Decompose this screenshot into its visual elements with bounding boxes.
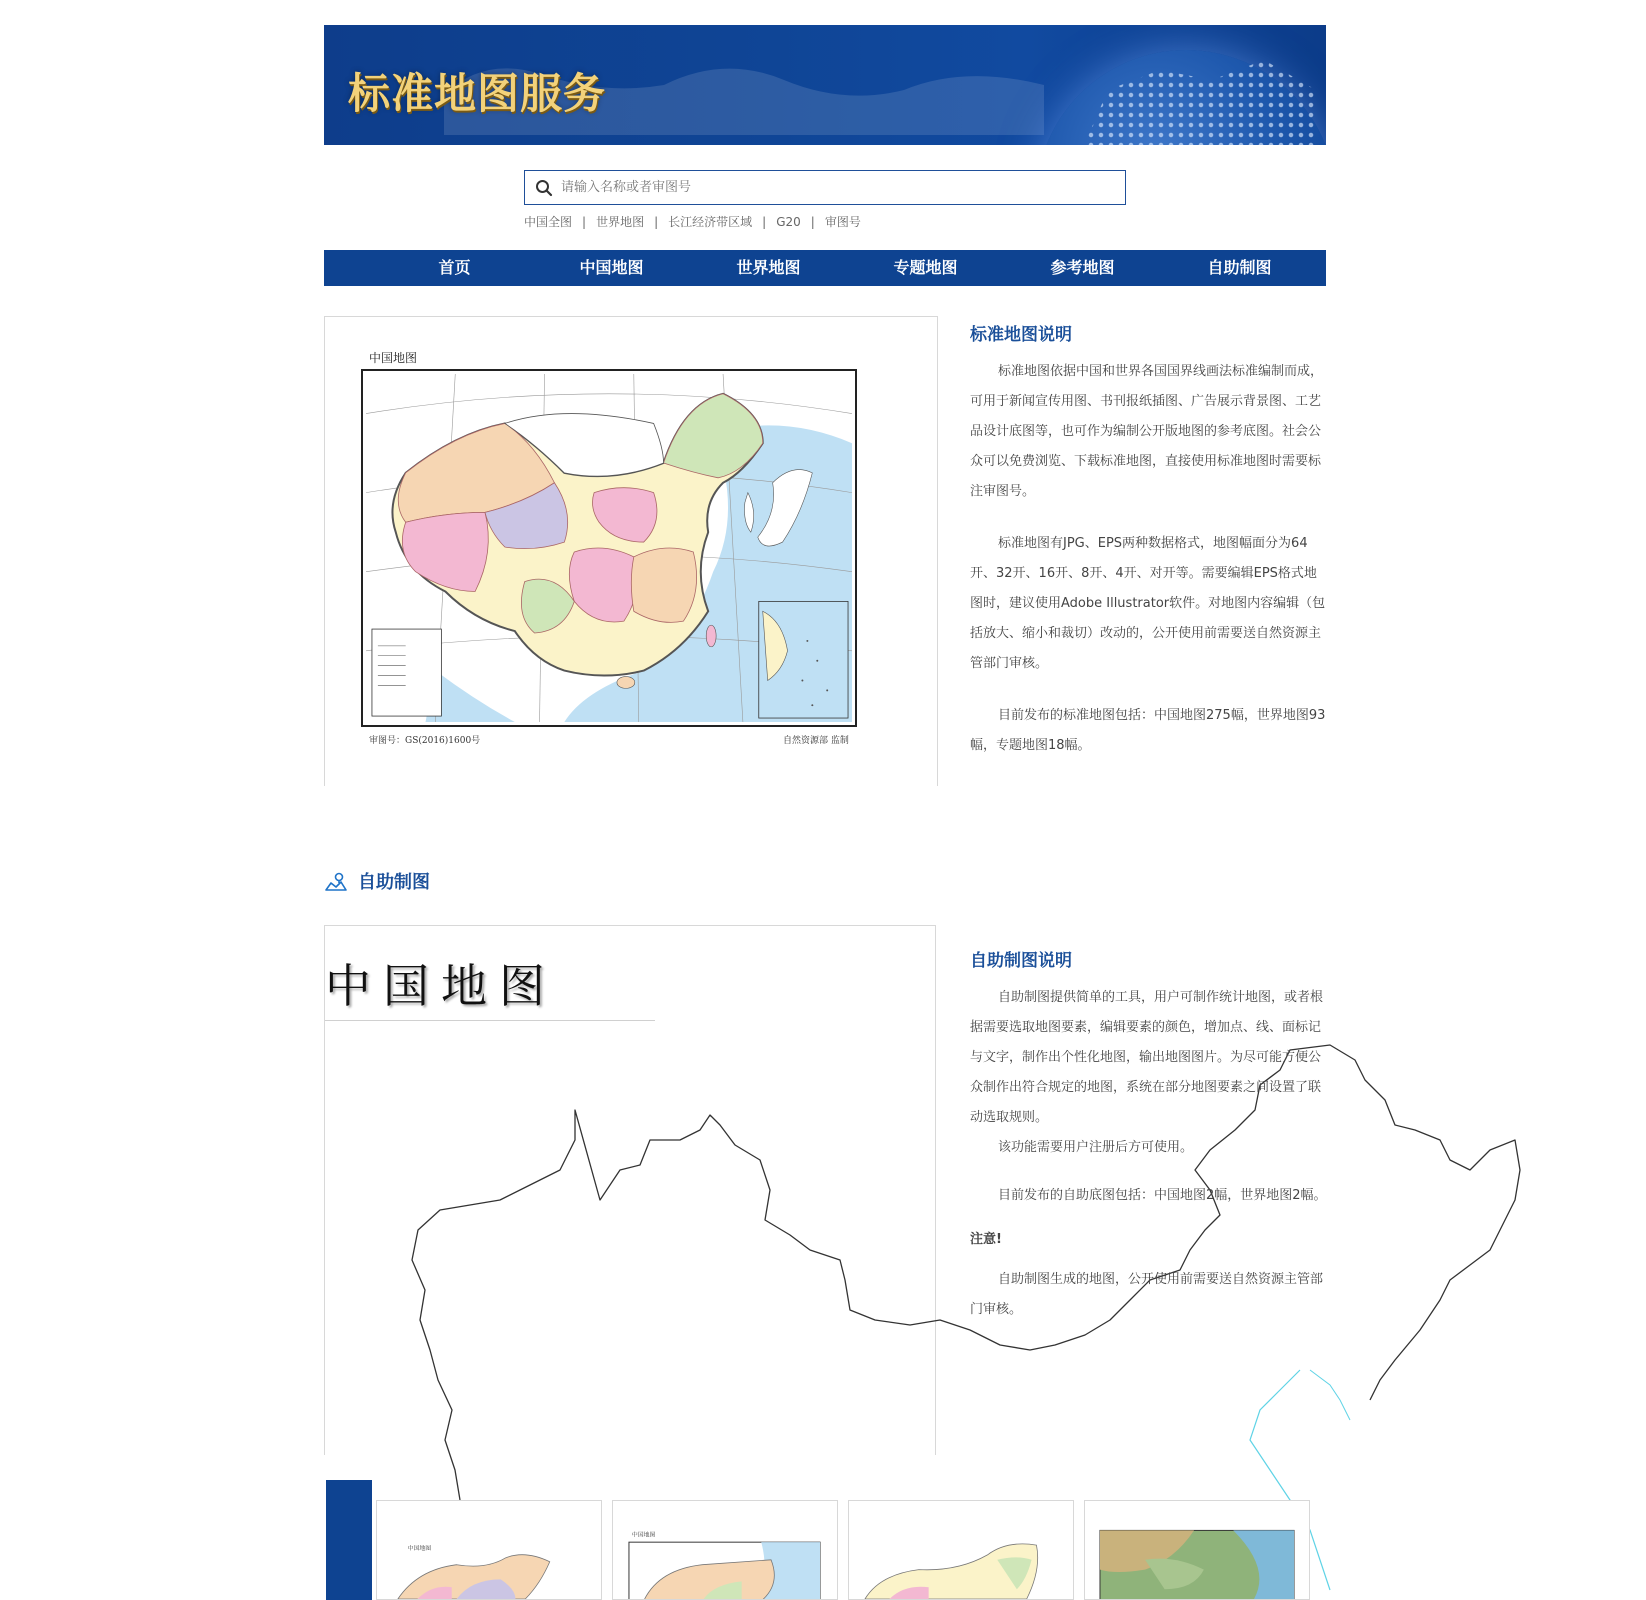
thumbnail-map-image	[613, 1501, 837, 1599]
search-input[interactable]	[559, 173, 1119, 202]
self-service-desc-title: 自助制图说明	[970, 951, 1072, 971]
warning-text: 自助制图生成的地图，公开使用前需要送自然资源主管部门审核。	[970, 1272, 1324, 1317]
self-service-section-title	[324, 868, 430, 894]
site-title: 标准地图服务	[348, 69, 607, 118]
standard-map-description	[970, 320, 1328, 761]
review-number: 审图号：GS(2016)1600号	[369, 736, 481, 746]
thumbnail-map-image	[377, 1501, 601, 1599]
separator: |	[810, 214, 815, 229]
divider	[325, 1020, 655, 1021]
self-service-paragraph: 自助制图提供简单的工具，用户可制作统计地图，或者根据需要选取地图要素，编辑要素的颜色，增加点、线、面标记与文字，制作出个性化地图，输出地图图片。为尽可能方便公众制作出符合规定的地图，系统在部分地图要素之间设置了联动选取规则。	[970, 990, 1324, 1125]
publisher-note: 自然资源部 监制	[783, 736, 849, 746]
quick-link-g20[interactable]: G20	[776, 214, 801, 229]
search-box[interactable]	[524, 170, 1126, 205]
thumbnail-label: 中国地图	[631, 1532, 656, 1539]
self-service-map-title: 中国地图	[325, 959, 557, 1013]
quick-links	[524, 213, 861, 230]
separator: |	[762, 214, 767, 229]
main-nav	[324, 250, 1326, 286]
nav-china-map[interactable]: 中国地图	[579, 258, 644, 277]
quick-link-china[interactable]: 中国全图	[524, 215, 573, 229]
standard-map-paragraph: 目前发布的标准地图包括：中国地图275幅，世界地图93幅，专题地图18幅。	[970, 708, 1326, 753]
china-map-graphic	[366, 374, 852, 722]
thumbnail-strip-marker	[326, 1480, 372, 1600]
standard-map-desc-title: 标准地图说明	[970, 325, 1072, 345]
standard-map-preview[interactable]	[324, 316, 938, 786]
header-banner	[324, 25, 1326, 145]
self-service-paragraph: 该功能需要用户注册后方可使用。	[998, 1140, 1194, 1155]
separator: |	[582, 214, 587, 229]
standard-map-paragraph: 标准地图依据中国和世界各国国界线画法标准编制而成，可用于新闻宣传用图、书刊报纸插图、广告展示背景图、工艺品设计底图等，也可作为编制公开版地图的参考底图。社会公众可以免费浏览、下载标准地图，直接使用标准地图时需要标注审图号。	[970, 364, 1324, 499]
self-service-description	[970, 946, 1328, 1325]
search-icon	[535, 179, 553, 197]
thumbnail-map-image	[1085, 1501, 1309, 1599]
quick-link-yangtze[interactable]: 长江经济带区域	[668, 215, 753, 229]
standard-map-paragraph: 标准地图有JPG、EPS两种数据格式，地图幅面分为64开、32开、16开、8开、4开、对开等。需要编辑EPS格式地图时，建议使用Adobe Illustrator软件。对地图内容编辑（包括放大、缩小和裁切）改动的，公开使用前需要送自然资源主管部门审核。	[970, 536, 1326, 671]
quick-link-review-no[interactable]: 审图号	[824, 215, 861, 229]
nav-reference-map[interactable]: 参考地图	[1050, 258, 1115, 277]
map-thumbnail[interactable]	[848, 1500, 1074, 1600]
nav-self-service-map[interactable]: 自助制图	[1207, 258, 1272, 277]
thumbnail-label: 中国地图	[407, 1546, 432, 1552]
self-service-map-preview[interactable]	[324, 925, 936, 1455]
thumbnail-map-image	[849, 1501, 1073, 1599]
map-pin-icon	[324, 871, 348, 891]
quick-link-world[interactable]: 世界地图	[596, 215, 645, 229]
map-thumbnail[interactable]	[612, 1500, 838, 1600]
nav-home[interactable]: 首页	[438, 258, 471, 277]
self-service-heading: 自助制图	[358, 872, 430, 893]
nav-thematic-map[interactable]: 专题地图	[893, 258, 958, 277]
china-map-image	[361, 369, 857, 727]
separator: |	[654, 214, 659, 229]
nav-world-map[interactable]: 世界地图	[736, 258, 801, 277]
map-preview-title: 中国地图	[369, 351, 418, 365]
self-service-paragraph: 目前发布的自助底图包括：中国地图2幅，世界地图2幅。	[998, 1188, 1327, 1203]
map-thumbnail[interactable]	[376, 1500, 602, 1600]
warning-title: 注意!	[970, 1232, 1002, 1247]
map-thumbnail[interactable]	[1084, 1500, 1310, 1600]
